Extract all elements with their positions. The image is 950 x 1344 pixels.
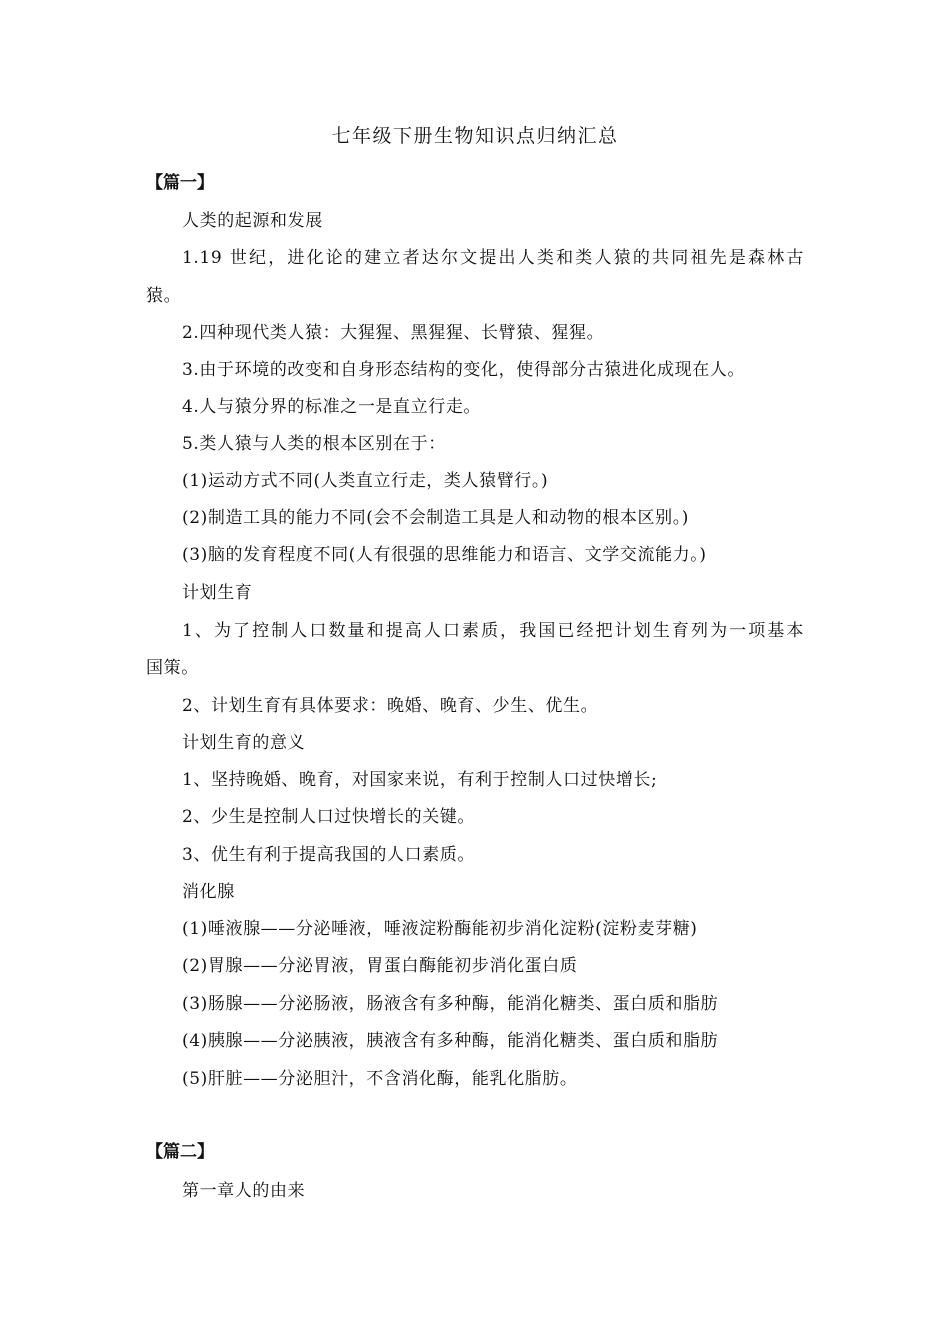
paragraph-line: 2.四种现代类人猿：大猩猩、黑猩猩、长臂猿、猩猩。 [182,323,605,343]
paragraph-line: 国策。 [146,658,199,678]
subheading-chapter-one: 第一章人的由来 [182,1181,306,1201]
paragraph-line: 3、优生有利于提高我国的人口素质。 [182,845,476,865]
list-item: (5)肝脏——分泌胆汁，不含消化酶，能乳化脂肪。 [182,1069,578,1089]
paragraph-line: 1、坚持晚婚、晚育，对国家来说，有利于控制人口过快增长; [182,770,658,790]
subheading-human-origin: 人类的起源和发展 [182,211,323,231]
paragraph-line: 4.人与猿分界的标准之一是直立行走。 [182,397,482,417]
section-heading-2: 【篇二】 [146,1142,214,1162]
section-heading-1: 【篇一】 [146,173,214,193]
list-item: (2)胃腺——分泌胃液，胃蛋白酶能初步消化蛋白质 [182,956,578,976]
paragraph-line: 1.19 世纪，进化论的建立者达尔文提出人类和类人猿的共同祖先是森林古 [182,248,804,268]
subheading-digestive-glands: 消化腺 [182,882,235,902]
list-item: (1)唾液腺——分泌唾液，唾液淀粉酶能初步消化淀粉(淀粉麦芽糖) [182,919,698,939]
subheading-family-planning-meaning: 计划生育的意义 [182,733,306,753]
paragraph-line: 2、少生是控制人口过快增长的关键。 [182,807,476,827]
list-item: (3)肠腺——分泌肠液，肠液含有多种酶，能消化糖类、蛋白质和脂肪 [182,994,719,1014]
paragraph-line: 1、为了控制人口数量和提高人口素质，我国已经把计划生育列为一项基本 [182,621,804,641]
list-item: (2)制造工具的能力不同(会不会制造工具是人和动物的根本区别。) [182,508,690,528]
paragraph-line: 猿。 [146,286,182,306]
subheading-family-planning: 计划生育 [182,583,253,603]
paragraph-line: 5.类人猿与人类的根本区别在于： [182,434,446,454]
paragraph-line: 2、计划生育有具体要求：晚婚、晚育、少生、优生。 [182,696,599,716]
list-item: (3)脑的发育程度不同(人有很强的思维能力和语言、文学交流能力。) [182,545,707,565]
list-item: (1)运动方式不同(人类直立行走，类人猿臂行。) [182,471,549,491]
list-item: (4)胰腺——分泌胰液，胰液含有多种酶，能消化糖类、蛋白质和脂肪 [182,1031,719,1051]
paragraph-line: 3.由于环境的改变和自身形态结构的变化，使得部分古猿进化成现在人。 [182,360,746,380]
document-title: 七年级下册生物知识点归纳汇总 [331,125,619,147]
